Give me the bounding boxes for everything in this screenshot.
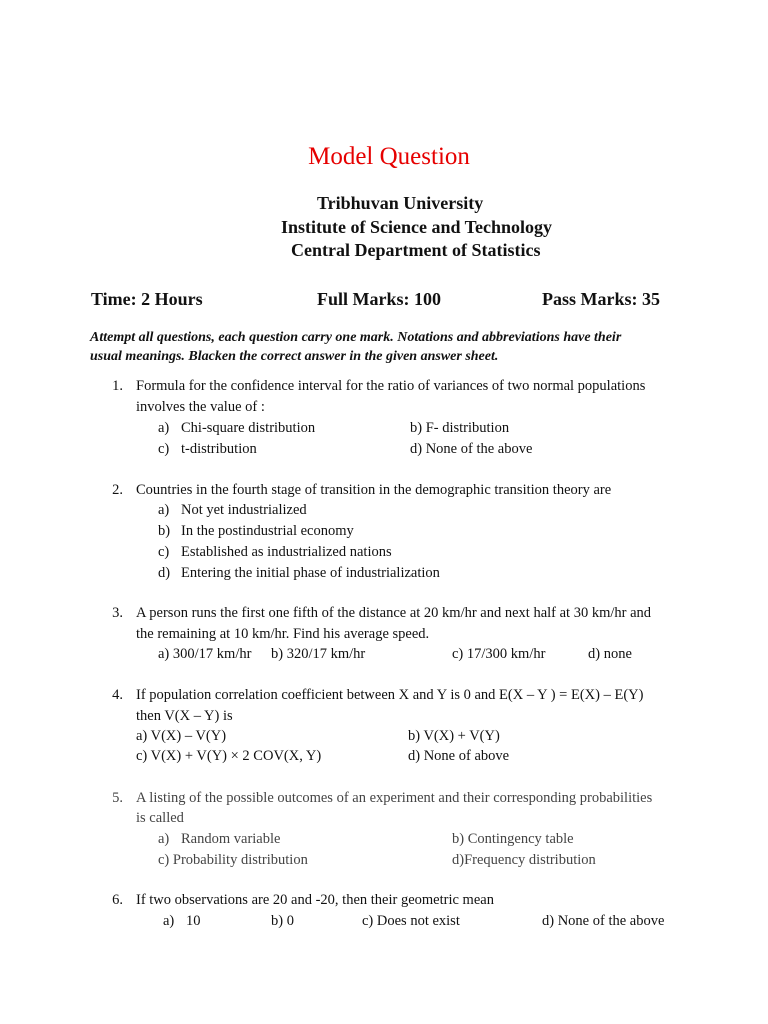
option: b) Contingency table [452, 831, 574, 847]
instructions-line-1: Attempt all questions, each question carry one mark. Notations and abbreviations have their [90, 330, 622, 345]
option: d)Frequency distribution [452, 852, 596, 868]
question-text-line: If two observations are 20 and -20, then their geometric mean [136, 892, 494, 908]
question-text-line: then V(X – Y) is [136, 708, 233, 724]
option-text: Random variable [181, 831, 281, 847]
option-text: 10 [186, 913, 201, 929]
option: b) 0 [271, 913, 294, 929]
question-text-line: the remaining at 10 km/hr. Find his average speed. [136, 626, 430, 642]
option-text: t-distribution [181, 441, 257, 457]
option-text: Chi-square distribution [181, 420, 316, 436]
option: d) None of the above [410, 441, 533, 457]
option-label: a) [158, 502, 170, 518]
department-name: Central Department of Statistics [291, 240, 541, 260]
option-label: a) [158, 831, 170, 847]
option: c) Does not exist [362, 913, 460, 929]
instructions-line-2: usual meanings. Blacken the correct answer in the given answer sheet. [90, 349, 499, 364]
question-text-line: A listing of the possible outcomes of an experiment and their corresponding probabilities [136, 790, 653, 806]
option-text: Entering the initial phase of industrialization [181, 565, 440, 581]
option-label: b) [158, 523, 171, 539]
option-label: a) [163, 913, 175, 929]
option: a) V(X) – V(Y) [136, 728, 227, 744]
question-number: 2. [112, 482, 123, 498]
option-label: d) [158, 565, 171, 581]
question-text-line: is called [136, 810, 184, 826]
full-marks: Full Marks: 100 [317, 289, 441, 309]
question-number: 3. [112, 605, 123, 621]
option: c) Probability distribution [158, 852, 308, 868]
option: c) 17/300 km/hr [452, 646, 546, 662]
instructions [90, 328, 690, 366]
option: c) V(X) + V(Y) × 2 COV(X, Y) [136, 748, 322, 764]
option-text: Established as industrialized nations [181, 544, 392, 560]
option-label: c) [158, 544, 170, 560]
option: d) none [588, 646, 632, 662]
exam-time: Time: 2 Hours [91, 289, 203, 309]
pass-marks: Pass Marks: 35 [542, 289, 660, 309]
option: b) 320/17 km/hr [271, 646, 366, 662]
question-text-line: A person runs the first one fifth of the distance at 20 km/hr and next half at 30 km/hr and [136, 605, 652, 621]
page-title: Model Question [308, 143, 470, 170]
question-text-line: Formula for the confidence interval for the ratio of variances of two normal populations [136, 378, 646, 394]
option: d) None of the above [542, 913, 665, 929]
question-number: 5. [112, 790, 123, 806]
question-number: 4. [112, 687, 123, 703]
option: b) F- distribution [410, 420, 510, 436]
question-text-line: involves the value of : [136, 399, 265, 415]
option: b) V(X) + V(Y) [408, 728, 500, 744]
option-text: Not yet industrialized [181, 502, 307, 518]
option-label: c) [158, 441, 170, 457]
option-text: In the postindustrial economy [181, 523, 354, 539]
option: d) None of above [408, 748, 510, 764]
question-text-line: If population correlation coefficient between X and Y is 0 and E(X – Y ) = E(X) – E(Y) [136, 687, 644, 703]
question-text-line: Countries in the fourth stage of transition in the demographic transition theory are [136, 482, 612, 498]
question-number: 1. [112, 378, 123, 394]
option-label: a) [158, 420, 170, 436]
option: a) 300/17 km/hr [158, 646, 252, 662]
question-number: 6. [112, 892, 123, 908]
university-name: Tribhuvan University [317, 193, 484, 213]
institute-name: Institute of Science and Technology [281, 217, 553, 237]
